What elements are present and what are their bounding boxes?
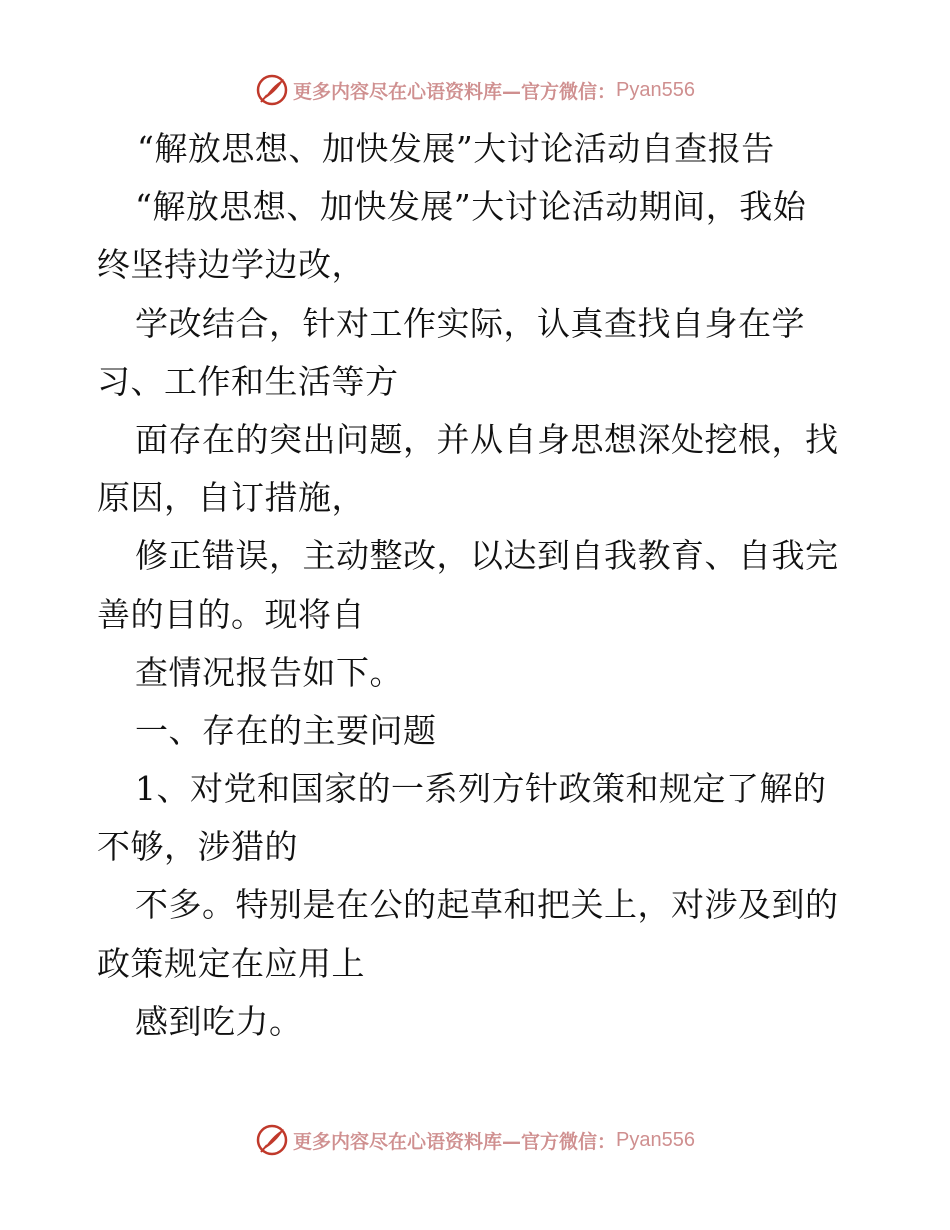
paragraph-line: 不多。特别是在公的起草和把关上，对涉及到的 (135, 885, 839, 925)
paragraph-line: 面存在的突出问题，并从自身思想深处挖根，找 (135, 419, 839, 459)
feather-pen-logo (255, 73, 289, 107)
paragraph-line: 感到吃力。 (135, 1001, 303, 1041)
paragraph-line: 修正错误，主动整改，以达到自我教育、自我完 (135, 536, 839, 576)
paragraph-line: 终坚持边学边改， (97, 245, 365, 285)
paragraph-line: 不够，涉猎的 (97, 827, 298, 867)
paragraph-line: 政策规定在应用上 (97, 943, 365, 983)
document-title: “解放思想、加快发展”大讨论活动自查报告 (137, 129, 775, 168)
banner-wechat-id: Pyan556 (616, 78, 695, 101)
paragraph-line: 学改结合，针对工作实际，认真查找自身在学 (135, 303, 805, 343)
feather-pen-logo (255, 1123, 289, 1157)
footer-banner (0, 1122, 950, 1158)
section-heading: 一、存在的主要问题 (135, 710, 437, 750)
paragraph-line: 善的目的。现将自 (97, 594, 365, 634)
paragraph-line: 习、工作和生活等方 (97, 361, 399, 401)
paragraph-line: “解放思想、加快发展”大讨论活动期间，我始 (135, 187, 807, 227)
banner-text: 更多内容尽在心语资料库—官方微信： (293, 1130, 617, 1153)
paragraph-line: 1、对党和国家的一系列方针政策和规定了解的 (135, 769, 827, 809)
header-banner (0, 72, 950, 108)
banner-text: 更多内容尽在心语资料库—官方微信： (293, 80, 617, 103)
banner-wechat-id: Pyan556 (616, 1128, 695, 1151)
document-body (97, 120, 857, 1051)
paragraph-line: 原因，自订措施， (97, 478, 365, 518)
paragraph-line: 查情况报告如下。 (135, 652, 403, 692)
